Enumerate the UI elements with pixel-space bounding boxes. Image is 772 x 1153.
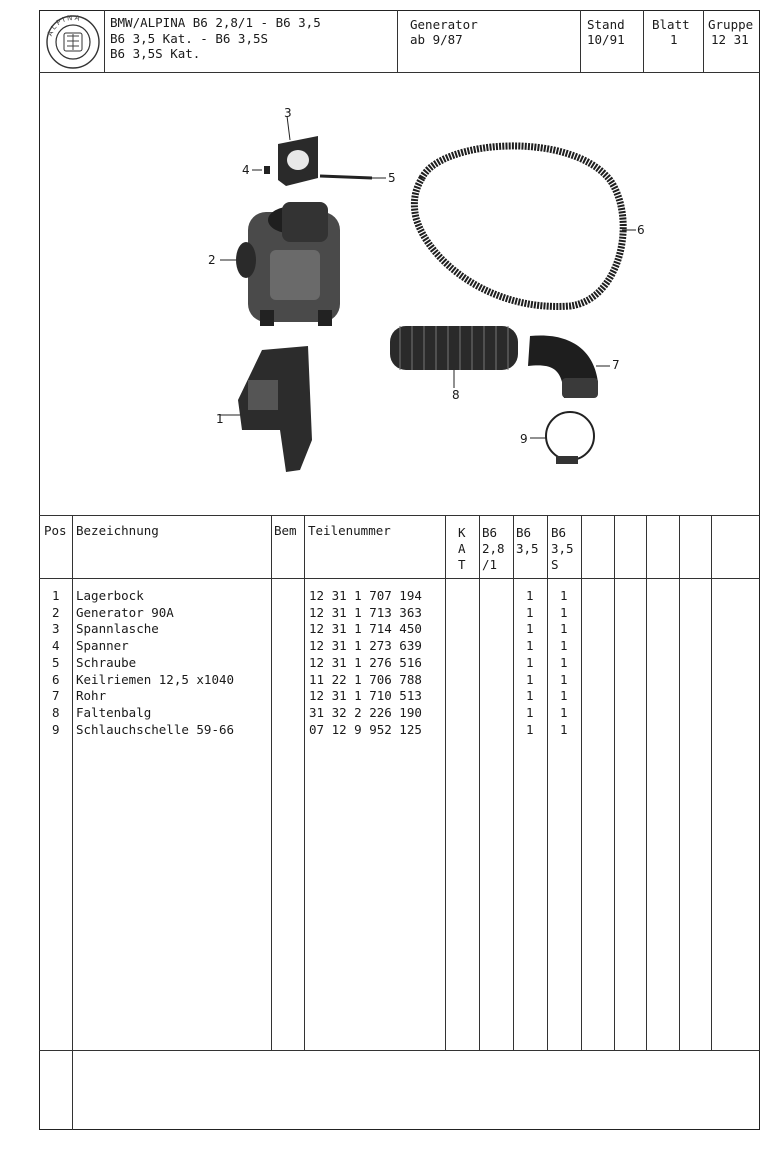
column-divider <box>513 515 514 1050</box>
stand-value: 10/91 <box>587 32 625 47</box>
model-line-3: B6 3,5S Kat. <box>110 46 201 61</box>
table-header-rule <box>39 578 760 579</box>
col-header-b6-28: /1 <box>482 557 498 572</box>
column-divider <box>547 515 548 1050</box>
column-divider <box>271 515 272 1050</box>
part-bellows <box>390 326 518 370</box>
col-header-kat: K <box>458 525 466 540</box>
row-pos: 2 <box>52 604 60 620</box>
column-divider <box>479 515 480 1050</box>
row-part-number: 31 32 2 226 190 <box>309 704 422 720</box>
column-divider <box>679 515 680 1050</box>
row-part-number: 12 31 1 273 639 <box>309 638 422 654</box>
row-description: Rohr <box>76 688 107 704</box>
callout-2: 2 <box>208 253 216 267</box>
group-title: Generator <box>410 17 478 32</box>
row-description: Generator 90A <box>76 604 174 620</box>
col-header-b6-35s: S <box>551 557 559 572</box>
model-line-1: BMW/ALPINA B6 2,8/1 - B6 3,5 <box>110 15 321 30</box>
column-divider <box>581 515 582 1050</box>
row-description: Lagerbock <box>76 588 144 603</box>
alpina-logo <box>44 14 102 70</box>
col-header-pos: Pos <box>44 523 67 538</box>
column-divider <box>72 515 73 1130</box>
col-header-b6-28: B6 <box>482 525 498 540</box>
row-pos: 8 <box>52 704 60 720</box>
row-qty-b635s: 1 <box>560 721 568 737</box>
header-divider <box>703 10 704 72</box>
callout-1: 1 <box>216 412 224 426</box>
blatt-label: Blatt <box>652 17 690 32</box>
row-pos: 3 <box>52 621 60 637</box>
row-qty-b635s: 1 <box>560 604 568 620</box>
table-footer-rule <box>39 1050 760 1051</box>
part-mounting-bracket <box>238 346 312 472</box>
col-header-b6-35s: B6 <box>551 525 567 540</box>
row-pos: 7 <box>52 688 60 704</box>
row-pos: 1 <box>52 588 60 603</box>
row-qty-b635: 1 <box>526 688 534 704</box>
callout-7: 7 <box>612 358 620 372</box>
callout-9: 9 <box>520 432 528 446</box>
part-bracket <box>278 136 318 186</box>
row-part-number: 12 31 1 276 516 <box>309 654 422 670</box>
row-part-number: 12 31 1 710 513 <box>309 688 422 704</box>
row-qty-b635s: 1 <box>560 671 568 687</box>
part-pipe <box>528 335 598 398</box>
callout-8: 8 <box>452 388 460 402</box>
row-description: Schraube <box>76 654 137 670</box>
row-part-number: 11 22 1 706 788 <box>309 671 422 687</box>
row-qty-b635s: 1 <box>560 638 568 654</box>
svg-text:ALPINA: ALPINA <box>45 14 83 38</box>
row-part-number: 12 31 1 713 363 <box>309 604 422 620</box>
row-qty-b635: 1 <box>526 721 534 737</box>
col-header-b6-28: 2,8 <box>482 541 505 556</box>
group-subtitle: ab 9/87 <box>410 32 463 47</box>
column-divider <box>304 515 305 1050</box>
row-qty-b635: 1 <box>526 638 534 654</box>
blatt-value: 1 <box>670 32 678 47</box>
row-description: Keilriemen 12,5 x1040 <box>76 671 235 687</box>
row-qty-b635: 1 <box>526 671 534 687</box>
callout-3: 3 <box>284 106 292 120</box>
col-header-bezeichnung: Bezeichnung <box>76 523 159 538</box>
header-divider <box>643 10 644 72</box>
column-divider <box>646 515 647 1050</box>
row-pos: 4 <box>52 638 60 654</box>
callout-5: 5 <box>388 171 396 185</box>
row-qty-b635: 1 <box>526 654 534 670</box>
row-qty-b635s: 1 <box>560 704 568 720</box>
column-divider <box>445 515 446 1050</box>
exploded-parts-diagram <box>190 100 660 490</box>
row-part-number: 07 12 9 952 125 <box>309 721 422 737</box>
row-description: Spanner <box>76 638 129 654</box>
row-qty-b635: 1 <box>526 604 534 620</box>
row-qty-b635: 1 <box>526 704 534 720</box>
row-description: Spannlasche <box>76 621 159 637</box>
row-part-number: 12 31 1 714 450 <box>309 621 422 637</box>
col-header-b6-35s: 3,5 <box>551 541 574 556</box>
gruppe-value: 12 31 <box>711 32 749 47</box>
table-top-rule <box>39 515 760 516</box>
stand-label: Stand <box>587 17 625 32</box>
part-alternator <box>236 202 340 326</box>
row-qty-b635s: 1 <box>560 688 568 704</box>
callout-6: 6 <box>637 223 645 237</box>
part-hose-clamp <box>546 412 594 464</box>
row-pos: 6 <box>52 671 60 687</box>
col-header-b6-35: 3,5 <box>516 541 539 556</box>
row-description: Schlauchschelle 59-66 <box>76 721 235 737</box>
row-pos: 5 <box>52 654 60 670</box>
header-divider <box>397 10 398 72</box>
row-qty-b635: 1 <box>526 621 534 637</box>
row-description: Faltenbalg <box>76 704 152 720</box>
col-header-kat: A <box>458 541 466 556</box>
row-qty-b635: 1 <box>526 588 534 603</box>
row-qty-b635s: 1 <box>560 621 568 637</box>
model-line-2: B6 3,5 Kat. - B6 3,5S <box>110 31 269 46</box>
row-qty-b635s: 1 <box>560 654 568 670</box>
gruppe-label: Gruppe <box>708 17 754 32</box>
row-qty-b635s: 1 <box>560 588 568 603</box>
col-header-b6-35: B6 <box>516 525 532 540</box>
header-bottom-rule <box>39 72 760 73</box>
row-part-number: 12 31 1 707 194 <box>309 588 422 603</box>
col-header-teilenummer: Teilenummer <box>308 523 391 538</box>
col-header-bem: Bem <box>274 523 297 538</box>
header-divider <box>580 10 581 72</box>
row-pos: 9 <box>52 721 60 737</box>
header-divider <box>104 10 105 72</box>
callout-4: 4 <box>242 163 250 177</box>
col-header-kat: T <box>458 557 466 572</box>
column-divider <box>614 515 615 1050</box>
column-divider <box>711 515 712 1050</box>
